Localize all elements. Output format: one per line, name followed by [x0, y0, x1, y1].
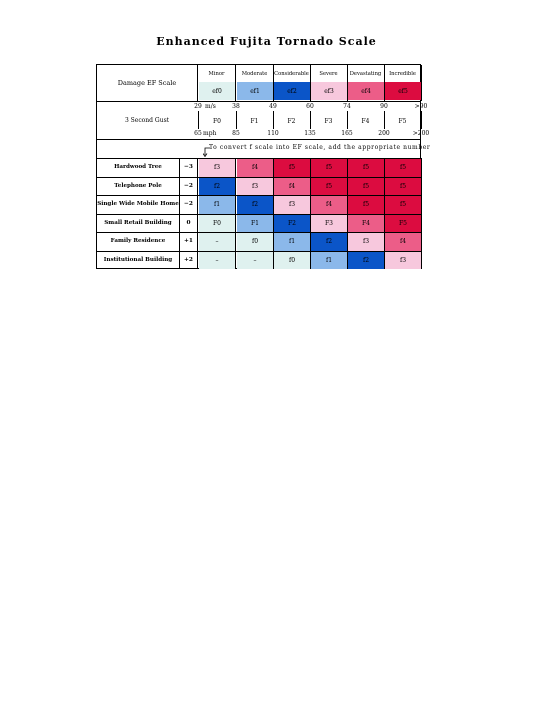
- gust-mph-value: >200: [412, 130, 430, 137]
- gust-tick: [273, 111, 274, 129]
- gust-f-label: F2: [287, 118, 296, 125]
- rating-cell: f5: [385, 178, 421, 196]
- row-label: Telephone Pole: [114, 182, 162, 189]
- rating-cell: f4: [237, 159, 273, 177]
- rating-cell: f2: [199, 178, 235, 196]
- rating-cell: f4: [385, 233, 421, 251]
- cell-divider: [421, 214, 422, 233]
- cell-divider: [421, 195, 422, 214]
- row-label: Family Residence: [110, 238, 166, 245]
- rating-cell: f5: [348, 178, 384, 196]
- rating-cell: F2: [274, 215, 310, 233]
- rating-cell: f3: [385, 252, 421, 270]
- category-label: Severe: [319, 70, 338, 77]
- row-adjust-value: −2: [184, 201, 193, 208]
- gust-mph-value: 110: [267, 130, 279, 137]
- rating-cell: f0: [237, 233, 273, 251]
- row-label: Small Retail Building: [104, 219, 172, 226]
- rating-cell: f3: [348, 233, 384, 251]
- cell-divider: [235, 251, 236, 270]
- rating-cell: f0: [274, 252, 310, 270]
- rating-cell: f5: [274, 159, 310, 177]
- cell-divider: [421, 158, 422, 177]
- gust-f-label: F5: [398, 118, 407, 125]
- rating-cell: f1: [199, 196, 235, 214]
- gust-divider: [97, 139, 420, 140]
- cell-divider: [421, 232, 422, 251]
- row-adjust-value: 0: [186, 219, 191, 226]
- gust-tick: [347, 111, 348, 129]
- gust-mph-value: 135: [304, 130, 316, 137]
- category-label: Minor: [208, 70, 225, 77]
- gust-ms-value: 60: [306, 103, 314, 110]
- gust-ms-value: 49: [269, 103, 277, 110]
- mph-unit-label: mph: [203, 130, 217, 137]
- gust-mph-value: 65: [194, 130, 202, 137]
- cell-divider: [235, 214, 236, 233]
- cell-divider: [235, 177, 236, 196]
- rating-cell: F4: [348, 215, 384, 233]
- gust-ms-value: 38: [232, 103, 240, 110]
- ef-badge-ef3: ef3: [311, 82, 347, 100]
- cell-divider: [235, 158, 236, 177]
- gust-tick: [198, 111, 199, 129]
- cell-divider: [421, 177, 422, 196]
- rating-cell: f2: [348, 252, 384, 270]
- ef-badge-ef4: ef4: [348, 82, 384, 100]
- rating-cell: F1: [237, 215, 273, 233]
- page-title: Enhanced Fujita Tornado Scale: [156, 35, 377, 48]
- gust-f-label: F4: [361, 118, 370, 125]
- rating-cell: f5: [311, 159, 347, 177]
- cell-divider: [235, 195, 236, 214]
- rating-cell: –: [199, 252, 235, 270]
- rating-cell: f1: [274, 233, 310, 251]
- rating-cell: f2: [311, 233, 347, 251]
- category-label: Considerable: [274, 70, 309, 77]
- rating-cell: f4: [311, 196, 347, 214]
- ms-unit-label: m/s: [205, 103, 216, 110]
- cell-divider: [235, 232, 236, 251]
- rating-cell: F0: [199, 215, 235, 233]
- gust-mph-value: 165: [341, 130, 353, 137]
- rating-cell: f5: [348, 196, 384, 214]
- rating-cell: F5: [385, 215, 421, 233]
- tornado-scale-table: [96, 64, 431, 269]
- rating-cell: f3: [274, 196, 310, 214]
- gust-tick: [384, 111, 385, 129]
- gust-ms-value: >90: [414, 103, 428, 110]
- cell-divider: [421, 251, 422, 270]
- category-label: Devastating: [349, 70, 382, 77]
- rating-cell: f5: [385, 196, 421, 214]
- rating-cell: f2: [237, 196, 273, 214]
- row-adjust-value: −3: [184, 164, 193, 171]
- row-label: Single Wide Mobile Home: [97, 201, 179, 208]
- conversion-instruction: To convert f scale into EF scale, add the appropriate number: [209, 144, 431, 151]
- rating-cell: f4: [274, 178, 310, 196]
- rating-cell: –: [199, 233, 235, 251]
- ef-badge-ef2: ef2: [274, 82, 310, 100]
- row-label: Institutional Building: [103, 256, 173, 263]
- rating-cell: f5: [385, 159, 421, 177]
- ef-badge-ef5: ef5: [385, 82, 421, 100]
- header-col-divider: [421, 65, 422, 101]
- gust-ms-value: 29: [194, 103, 202, 110]
- rating-cell: f3: [237, 178, 273, 196]
- ef-badge-ef0: ef0: [199, 82, 235, 100]
- row-adjust-value: +2: [184, 256, 193, 263]
- gust-ms-value: 90: [380, 103, 388, 110]
- gust-f-label: F3: [324, 118, 333, 125]
- ef-badge-ef1: ef1: [237, 82, 273, 100]
- rating-cell: f1: [311, 252, 347, 270]
- rating-cell: f5: [348, 159, 384, 177]
- category-label: Moderate: [241, 70, 268, 77]
- rating-cell: f3: [199, 159, 235, 177]
- gust-mph-value: 85: [232, 130, 240, 137]
- gust-mph-value: 200: [378, 130, 390, 137]
- gust-label: 3 Second Gust: [124, 117, 170, 124]
- gust-tick: [421, 111, 422, 129]
- gust-f-label: F0: [213, 118, 221, 125]
- gust-f-label: F1: [250, 118, 259, 125]
- row-label: Hardwood Tree: [114, 164, 162, 171]
- gust-ms-value: 74: [343, 103, 351, 110]
- gust-tick: [236, 111, 237, 129]
- row-adjust-value: −2: [184, 182, 193, 189]
- rating-cell: f5: [311, 178, 347, 196]
- damage-ef-scale-label: Damage EF Scale: [117, 79, 177, 87]
- gust-tick: [310, 111, 311, 129]
- rating-cell: –: [237, 252, 273, 270]
- row-adjust-value: +1: [184, 238, 193, 245]
- rating-cell: F3: [311, 215, 347, 233]
- category-label: Incredible: [389, 70, 416, 77]
